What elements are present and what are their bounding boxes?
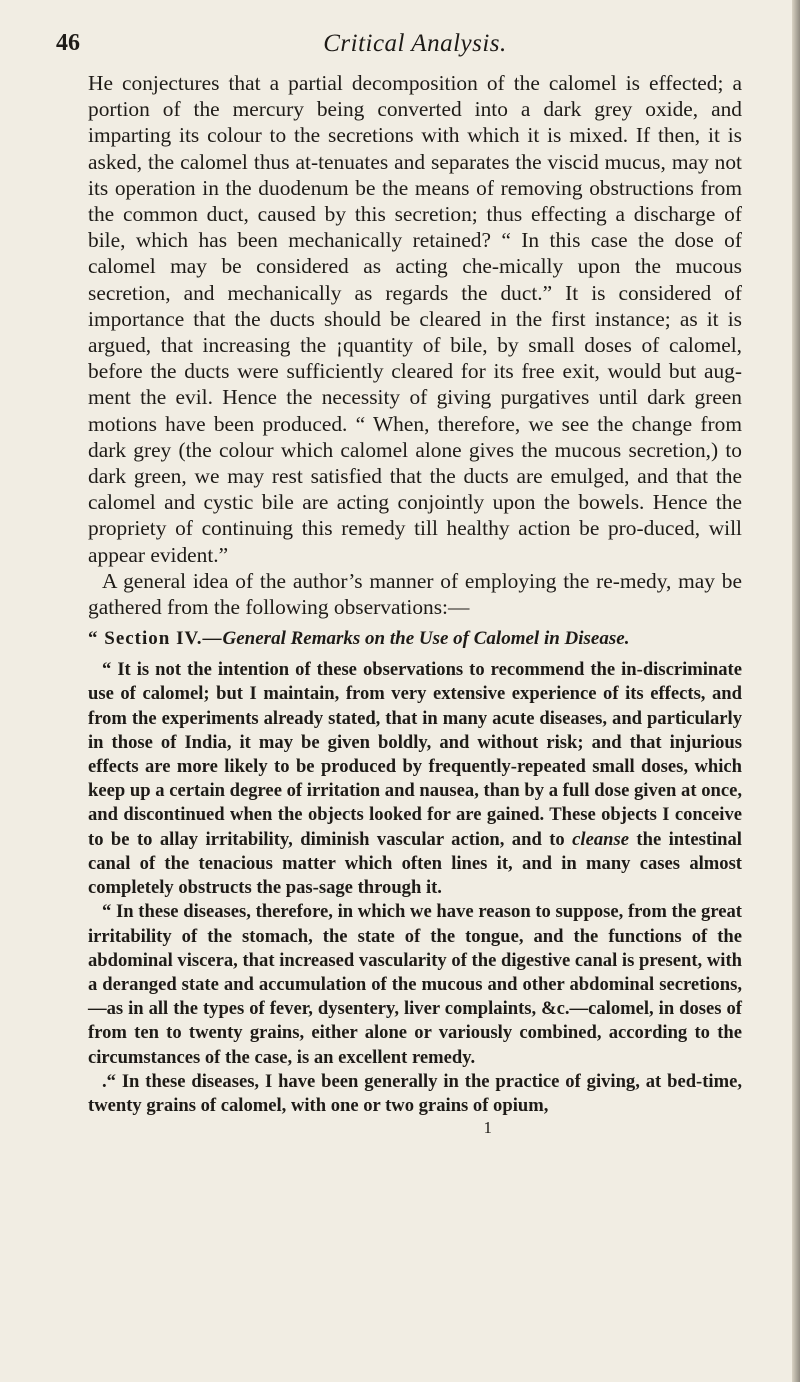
quote-paragraph: “ In these diseases, therefore, in which we have reason to suppose, from the great irritability of the stomach, the state of the tongue, and the functions of the abdominal viscera, that increased vascularity of the digestive canal is present, with a deranged state and accumulation of the mucous and other abdominal secretions,—as in all the types of fever, dysentery, liver complaints, &c.—calomel, in doses of from ten to twenty grains, either alone or variously combined, according to the circumstances of the case, is an excellent remedy. <box>88 901 742 1068</box>
quote-paragraph <box>88 658 742 900</box>
page-number: 46 <box>56 30 80 56</box>
section-title: General Remarks on the Use of Calomel in Disease. <box>222 628 630 650</box>
book-page <box>56 30 742 1138</box>
running-head: Critical Analysis. <box>323 30 507 57</box>
quote-text-span: the intestinal canal of the tenacious matter which often lines it, and in many cases almost completely obstructs the pas-sage through it. <box>88 828 742 899</box>
quote-paragraph: .“ In these diseases, I have been generally in the practice of giving, at bed-time, twenty grains of calomel, with one or two grains of opium, <box>88 1070 742 1116</box>
section-label: “ Section IV.— <box>88 628 223 650</box>
quote-text-span: “ It is not the intention of these observations to recommend the in-discriminate use of calomel; but I maintain, from very extensive experience of its effects, and from the experiments already stated, that in many acute diseases, and particularly in those of India, it may be given boldly, and without risk; and that injurious effects are more likely to be produced by frequently-repeated small doses, which keep up a certain degree of irritation and nausea, than by a full dose given at once, and discontinued when the objects looked for are gained. These objects I conceive to be to allay irritability, diminish vascular action, and to <box>88 659 742 850</box>
emphasis: cleanse <box>572 828 629 850</box>
section-heading <box>88 626 742 652</box>
page-edge-shadow <box>792 0 800 1382</box>
main-text <box>88 70 742 620</box>
paragraph: A general idea of the author’s manner of employing the re-medy, may be gathered from the following observations:— <box>88 568 742 620</box>
quoted-text <box>88 658 742 1118</box>
page-header <box>56 30 742 70</box>
signature-mark: 1 <box>483 1118 492 1138</box>
paragraph: He conjectures that a partial decomposition of the calomel is effected; a portion of the mercury being converted into a dark grey oxide, and imparting its colour to the secretions with which it is mixed. If then, it is asked, the calomel thus at-tenuates and separates the viscid mucus, may not its operation in the duodenum be the means of removing obstructions from the common duct, caused by this secretion; thus effecting a discharge of bile, which has been mechanically retained? “ In this case the dose of calomel may be considered as acting che-mically upon the mucous secretion, and mechanically as regards the duct.” It is considered of importance that the ducts should be cleared in the first instance; as it is argued, that increasing the ¡quantity of bile, by small doses of calomel, before the ducts were sufficiently cleared for its free exit, would but aug-ment the evil. Hence the necessity of giving purgatives until dark green motions have been produced. “ When, therefore, we see the change from dark grey (the colour which calomel alone gives the mucous secretion,) to dark green, we may rest satisfied that the ducts are emulged, and that the calomel and cystic bile are acting conjointly upon the bowels. Hence the propriety of continuing this remedy till healthy action be pro-duced, will appear evident.” <box>88 71 742 567</box>
